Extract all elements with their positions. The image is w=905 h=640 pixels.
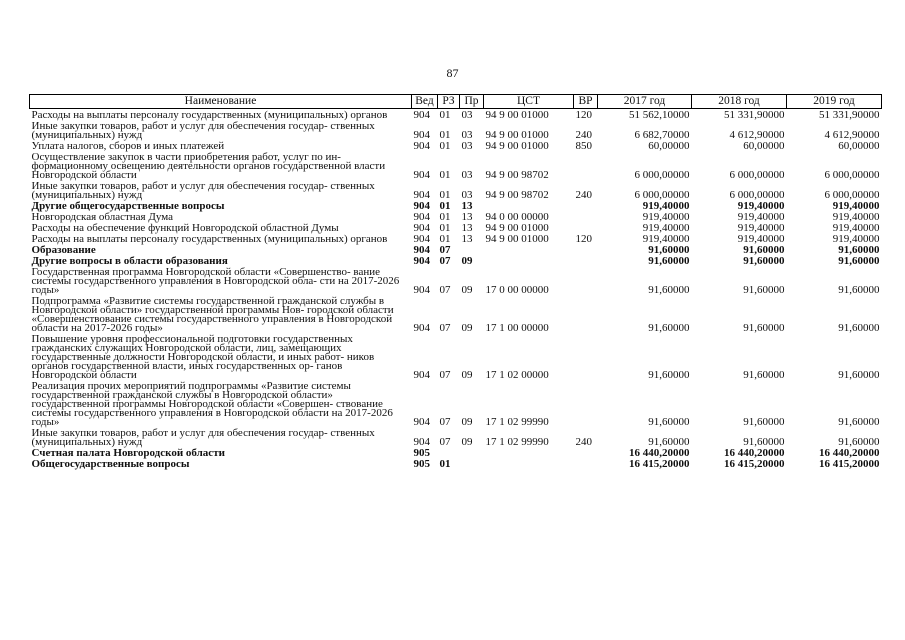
- row-cst: 17 1 02 99990: [485, 416, 549, 428]
- row-pr: 09: [461, 369, 473, 381]
- row-amount-2018: 51 331,90000: [724, 109, 785, 121]
- row-amount-2017: 919,40000: [642, 200, 690, 212]
- table-row: [30, 151, 882, 180]
- row-amount-2017: 6 000,00000: [634, 169, 690, 181]
- row-ved: 904: [413, 109, 430, 121]
- table-row: [30, 255, 882, 266]
- table-row: [30, 180, 882, 200]
- row-amount-2018: 91,60000: [743, 284, 785, 296]
- row-cst: 94 0 00 00000: [485, 211, 549, 223]
- header-rz: РЗ: [438, 95, 460, 109]
- row-amount-2019: 919,40000: [832, 222, 880, 234]
- row-amount-2018: 91,60000: [743, 416, 785, 428]
- row-amount-2017: 91,60000: [648, 322, 690, 334]
- row-cst: 17 1 02 99990: [485, 436, 549, 448]
- row-rz: 01: [439, 211, 451, 223]
- row-rz: 01: [439, 233, 451, 245]
- table-row: [30, 333, 882, 380]
- row-amount-2019: 16 415,20000: [819, 458, 880, 470]
- row-amount-2018: 16 415,20000: [724, 458, 785, 470]
- row-ved: 904: [413, 416, 430, 428]
- table-row: [30, 266, 882, 295]
- table-row: [30, 447, 882, 458]
- row-name: Повышение уровня профессиональной подготовки государственных гражданских служащих Новгородской области, лиц, замещающих государственные должности Новгородской области, и иных работ- ников органов государственной власти, иных государственных ор- ганов Новгородской области: [31, 333, 375, 381]
- row-amount-2017: 16 415,20000: [629, 458, 690, 470]
- row-amount-2017: 60,00000: [648, 140, 690, 152]
- table-row: [30, 211, 882, 222]
- row-amount-2018: 919,40000: [737, 222, 785, 234]
- table-body: [30, 109, 882, 470]
- row-amount-2018: 91,60000: [743, 369, 785, 381]
- row-amount-2019: 51 331,90000: [819, 109, 880, 121]
- row-ved: 905: [413, 447, 430, 459]
- row-amount-2017: 91,60000: [648, 244, 690, 256]
- row-cst: 94 9 00 01000: [485, 140, 549, 152]
- header-vr: ВР: [574, 95, 598, 109]
- row-vr: 240: [575, 436, 592, 448]
- row-vr: [574, 447, 598, 458]
- row-pr: 13: [461, 233, 473, 245]
- row-pr: 03: [461, 140, 473, 152]
- row-pr: 09: [461, 436, 473, 448]
- row-rz: 07: [439, 244, 451, 256]
- table-row: [30, 458, 882, 469]
- row-name: Счетная палата Новгородской области: [31, 447, 225, 459]
- row-amount-2017: 919,40000: [642, 211, 690, 223]
- row-amount-2017: 919,40000: [642, 222, 690, 234]
- row-ved: 905: [413, 458, 430, 470]
- row-cst: 17 1 02 00000: [485, 369, 549, 381]
- row-vr: [574, 244, 598, 255]
- row-cst: 94 9 00 98702: [485, 169, 549, 181]
- row-amount-2017: 919,40000: [642, 233, 690, 245]
- table-row: [30, 244, 882, 255]
- row-name: Осуществление закупок в части приобретения работ, услуг по ин- формационному освещению деятельности органов государственной власти Новгородской области: [31, 151, 386, 181]
- row-vr: [574, 211, 598, 222]
- row-rz: 07: [439, 416, 451, 428]
- row-ved: 904: [413, 211, 430, 223]
- row-amount-2019: 919,40000: [832, 200, 880, 212]
- row-rz: 07: [439, 436, 451, 448]
- row-cst: 94 9 00 98702: [485, 189, 549, 201]
- row-amount-2018: 4 612,90000: [729, 129, 785, 141]
- row-amount-2019: 6 000,00000: [824, 189, 880, 201]
- row-cst: [484, 200, 574, 211]
- row-name: Иные закупки товаров, работ и услуг для обеспечения государ- ственных (муниципальных) нужд: [31, 180, 375, 201]
- row-name: Другие вопросы в области образования: [31, 255, 228, 267]
- table-header-row: [30, 95, 882, 109]
- row-amount-2018: 919,40000: [737, 200, 785, 212]
- row-name: Подпрограмма «Развитие системы государственной гражданской службы в Новгородской области» государственной программы Нов- городской области «Совершенствование системы государственного управления в Новгородской области на 2017-2026 годы»: [31, 295, 394, 334]
- row-ved: 904: [413, 222, 430, 234]
- table-row: [30, 140, 882, 151]
- row-ved: 904: [413, 140, 430, 152]
- row-vr: [574, 380, 598, 427]
- table-row: [30, 427, 882, 447]
- header-2019: 2019 год: [787, 95, 882, 109]
- table-row: [30, 222, 882, 233]
- row-pr: 13: [461, 200, 473, 212]
- row-name: Образование: [31, 244, 96, 256]
- header-name: Наименование: [30, 95, 412, 109]
- row-pr: [460, 244, 484, 255]
- row-amount-2017: 91,60000: [648, 284, 690, 296]
- row-amount-2018: 16 440,20000: [724, 447, 785, 459]
- row-vr: [574, 295, 598, 333]
- row-pr: 09: [461, 416, 473, 428]
- row-amount-2019: 91,60000: [838, 255, 880, 267]
- row-amount-2019: 919,40000: [832, 211, 880, 223]
- row-ved: 904: [413, 322, 430, 334]
- row-amount-2018: 919,40000: [737, 233, 785, 245]
- row-pr: 13: [461, 211, 473, 223]
- row-pr: 09: [461, 255, 473, 267]
- table-row: [30, 380, 882, 427]
- row-pr: 03: [461, 169, 473, 181]
- budget-table: [29, 94, 882, 469]
- row-rz: 01: [439, 200, 451, 212]
- table-row: [30, 120, 882, 140]
- row-ved: 904: [413, 200, 430, 212]
- row-name: Государственная программа Новгородской области «Совершенство- вание системы государственного управления в Новгородской обла- сти на 2017-2026 годы»: [31, 266, 400, 296]
- row-cst: 94 9 00 01000: [485, 222, 549, 234]
- row-ved: 904: [413, 169, 430, 181]
- row-amount-2017: 6 682,70000: [634, 129, 690, 141]
- row-amount-2019: 91,60000: [838, 369, 880, 381]
- row-name: Иные закупки товаров, работ и услуг для обеспечения государ- ственных (муниципальных) нужд: [31, 120, 375, 141]
- row-name: Расходы на выплаты персоналу государственных (муниципальных) органов: [31, 233, 388, 245]
- row-amount-2018: 91,60000: [743, 436, 785, 448]
- row-amount-2019: 4 612,90000: [824, 129, 880, 141]
- row-pr: 03: [461, 189, 473, 201]
- row-amount-2019: 6 000,00000: [824, 169, 880, 181]
- row-amount-2018: 6 000,00000: [729, 189, 785, 201]
- row-ved: 904: [413, 189, 430, 201]
- row-amount-2017: 91,60000: [648, 369, 690, 381]
- row-rz: 07: [439, 255, 451, 267]
- row-pr: [460, 447, 484, 458]
- row-amount-2017: 91,60000: [648, 255, 690, 267]
- row-amount-2017: 6 000,00000: [634, 189, 690, 201]
- row-vr: 850: [575, 140, 592, 152]
- row-vr: [574, 200, 598, 211]
- header-cst: ЦСТ: [484, 95, 574, 109]
- row-cst: [484, 244, 574, 255]
- row-cst: 94 9 00 01000: [485, 129, 549, 141]
- header-2017: 2017 год: [598, 95, 692, 109]
- row-amount-2019: 91,60000: [838, 436, 880, 448]
- row-vr: [574, 255, 598, 266]
- row-amount-2018: 91,60000: [743, 244, 785, 256]
- row-name: Новгородская областная Дума: [31, 211, 173, 223]
- table-row: [30, 295, 882, 333]
- row-vr: [574, 458, 598, 469]
- row-amount-2019: 60,00000: [838, 140, 880, 152]
- row-pr: 13: [461, 222, 473, 234]
- row-rz: 01: [439, 169, 451, 181]
- row-amount-2019: 919,40000: [832, 233, 880, 245]
- header-pr: Пр: [460, 95, 484, 109]
- row-name: Общегосударственные вопросы: [31, 458, 190, 470]
- row-ved: 904: [413, 233, 430, 245]
- row-cst: [484, 255, 574, 266]
- header-ved: Вед: [412, 95, 438, 109]
- row-amount-2017: 51 562,10000: [629, 109, 690, 121]
- row-name: Расходы на выплаты персоналу государственных (муниципальных) органов: [31, 109, 388, 121]
- row-ved: 904: [413, 369, 430, 381]
- row-pr: 09: [461, 284, 473, 296]
- row-amount-2019: 16 440,20000: [819, 447, 880, 459]
- row-name: Расходы на обеспечение функций Новгородской областной Думы: [31, 222, 339, 234]
- row-pr: [460, 458, 484, 469]
- row-ved: 904: [413, 129, 430, 141]
- row-name: Реализация прочих мероприятий подпрограммы «Развитие системы государственной гражданской службы в Новгородской области» государственной программы Новгородской области «Совершен- ствование системы государственного управления в Новгородской области на 2017-2026 годы»: [31, 380, 393, 428]
- row-vr: 240: [575, 189, 592, 201]
- row-name: Иные закупки товаров, работ и услуг для обеспечения государ- ственных (муниципальных) нужд: [31, 427, 375, 448]
- row-vr: 120: [575, 233, 592, 245]
- row-name: Уплата налогов, сборов и иных платежей: [31, 140, 225, 152]
- row-vr: 120: [575, 109, 592, 121]
- row-vr: [574, 333, 598, 380]
- row-amount-2017: 91,60000: [648, 436, 690, 448]
- row-ved: 904: [413, 436, 430, 448]
- row-amount-2018: 60,00000: [743, 140, 785, 152]
- row-ved: 904: [413, 284, 430, 296]
- row-cst: 17 1 00 00000: [485, 322, 549, 334]
- row-vr: [574, 266, 598, 295]
- table-row: [30, 109, 882, 121]
- row-rz: 01: [439, 458, 451, 470]
- row-amount-2017: 91,60000: [648, 416, 690, 428]
- row-amount-2019: 91,60000: [838, 284, 880, 296]
- row-rz: 01: [439, 189, 451, 201]
- row-name: Другие общегосударственные вопросы: [31, 200, 225, 212]
- row-cst: 94 9 00 01000: [485, 233, 549, 245]
- row-amount-2018: 6 000,00000: [729, 169, 785, 181]
- row-cst: 94 9 00 01000: [485, 109, 549, 121]
- row-pr: 03: [461, 129, 473, 141]
- row-vr: [574, 222, 598, 233]
- header-2018: 2018 год: [692, 95, 787, 109]
- row-rz: 01: [439, 129, 451, 141]
- row-amount-2018: 91,60000: [743, 255, 785, 267]
- row-vr: 240: [575, 129, 592, 141]
- row-rz: 07: [439, 322, 451, 334]
- row-rz: 01: [439, 222, 451, 234]
- page-number: 87: [446, 66, 459, 80]
- row-cst: [484, 458, 574, 469]
- row-amount-2018: 91,60000: [743, 322, 785, 334]
- row-amount-2019: 91,60000: [838, 244, 880, 256]
- row-amount-2019: 91,60000: [838, 322, 880, 334]
- row-rz: [438, 447, 460, 458]
- row-rz: 01: [439, 109, 451, 121]
- row-amount-2019: 91,60000: [838, 416, 880, 428]
- row-ved: 904: [413, 244, 430, 256]
- row-vr: [574, 151, 598, 180]
- table-row: [30, 200, 882, 211]
- row-cst: 17 0 00 00000: [485, 284, 549, 296]
- row-pr: 03: [461, 109, 473, 121]
- table-row: [30, 233, 882, 244]
- row-rz: 01: [439, 140, 451, 152]
- row-amount-2018: 919,40000: [737, 211, 785, 223]
- row-ved: 904: [413, 255, 430, 267]
- row-rz: 07: [439, 369, 451, 381]
- row-rz: 07: [439, 284, 451, 296]
- row-pr: 09: [461, 322, 473, 334]
- row-amount-2017: 16 440,20000: [629, 447, 690, 459]
- row-cst: [484, 447, 574, 458]
